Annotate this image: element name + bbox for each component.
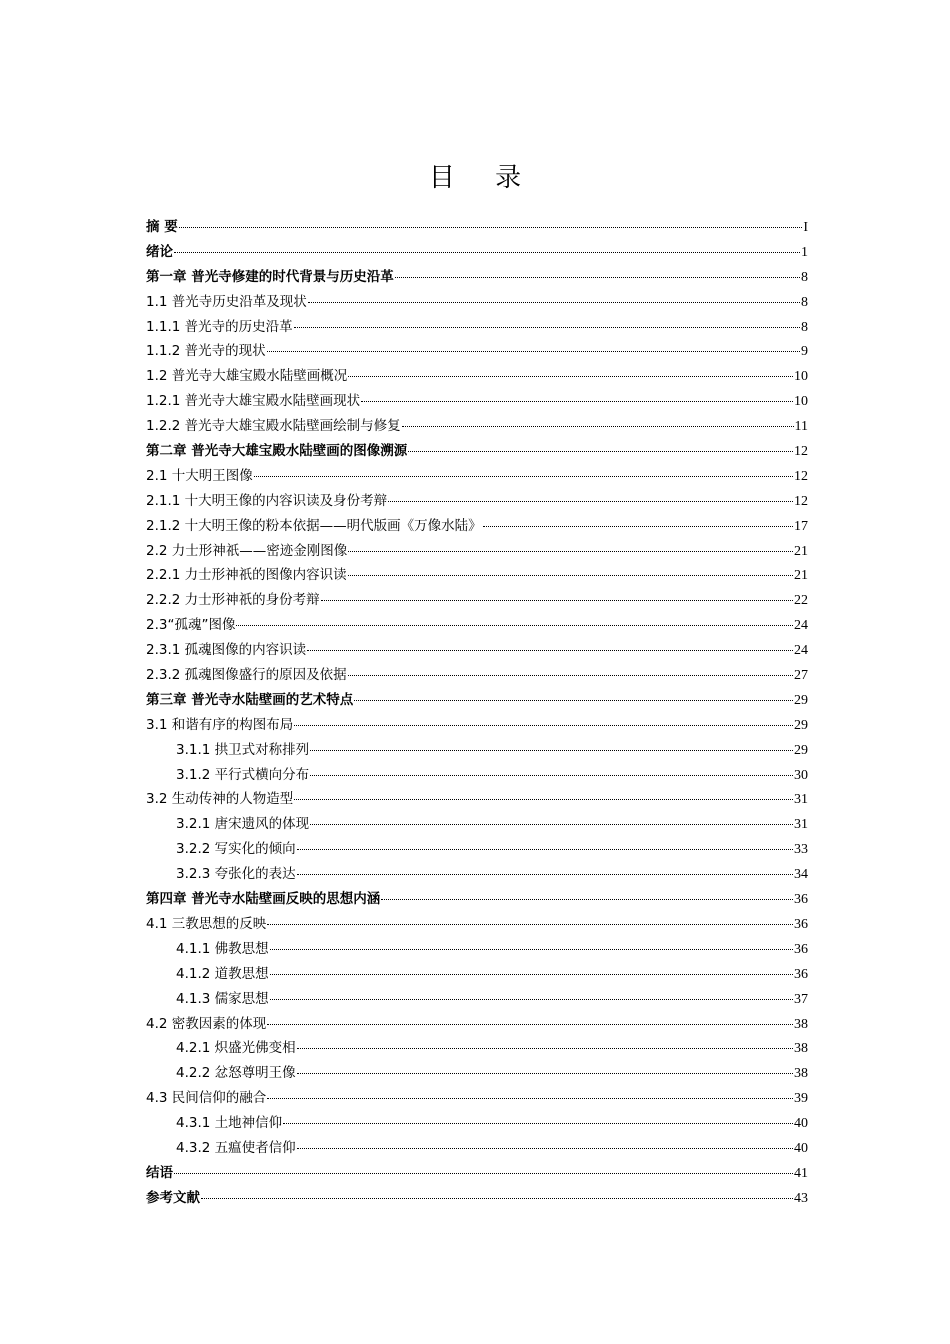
toc-entry[interactable] bbox=[146, 389, 808, 414]
dot-leader bbox=[348, 550, 793, 552]
toc-entry-label: 第一章 普光寺修建的时代背景与历史沿革 bbox=[146, 268, 394, 285]
toc-entry-label: 2.1.2 十大明王像的粉本依据——明代版画《万像水陆》 bbox=[146, 517, 482, 534]
toc-entry[interactable] bbox=[146, 240, 808, 265]
toc-entry-page-number: 29 bbox=[794, 742, 808, 758]
dot-leader bbox=[270, 973, 793, 975]
toc-entry-label: 第三章 普光寺水陆壁画的艺术特点 bbox=[146, 691, 354, 708]
toc-entry-page-number: 8 bbox=[801, 269, 808, 285]
toc-entry-label: 1.1.2 普光寺的现状 bbox=[146, 343, 266, 360]
toc-entry-page-number: 8 bbox=[801, 319, 808, 335]
toc-entry-label: 3.2 生动传神的人物造型 bbox=[146, 791, 294, 808]
toc-entry[interactable] bbox=[146, 962, 808, 987]
dot-leader bbox=[254, 475, 793, 477]
toc-entry-label: 第二章 普光寺大雄宝殿水陆壁画的图像溯源 bbox=[146, 443, 408, 460]
toc-entry-page-number: 10 bbox=[794, 369, 808, 385]
toc-entry[interactable] bbox=[146, 315, 808, 340]
toc-entry-label: 1.1 普光寺历史沿革及现状 bbox=[146, 293, 307, 310]
toc-entry[interactable] bbox=[146, 1061, 808, 1086]
dot-leader bbox=[201, 1197, 793, 1199]
toc-entry-page-number: 38 bbox=[794, 1041, 808, 1057]
toc-entry-page-number: 22 bbox=[794, 593, 808, 609]
toc-entry[interactable] bbox=[146, 489, 808, 514]
toc-entry[interactable] bbox=[146, 1012, 808, 1037]
toc-entry-label: 2.2 力士形神祇——密迹金刚图像 bbox=[146, 542, 348, 559]
toc-entry-label: 1.2.2 普光寺大雄宝殿水陆壁画绘制与修复 bbox=[146, 418, 401, 435]
toc-entry[interactable] bbox=[146, 763, 808, 788]
toc-entry-label: 3.1.2 平行式横向分布 bbox=[176, 766, 310, 783]
toc-entry-label: 3.2.3 夸张化的表达 bbox=[176, 866, 296, 883]
toc-title: 目 录 bbox=[428, 163, 538, 193]
toc-entry-label: 4.3.2 五瘟使者信仰 bbox=[176, 1139, 296, 1156]
toc-entry-page-number: 33 bbox=[794, 842, 808, 858]
dot-leader bbox=[267, 350, 800, 352]
toc-entry-label: 参考文献 bbox=[146, 1189, 200, 1206]
toc-entry-label: 4.2.1 炽盛光佛变相 bbox=[176, 1040, 296, 1057]
toc-entry-label: 4.1.2 道教思想 bbox=[176, 965, 269, 982]
toc-entry-label: 结语 bbox=[146, 1164, 173, 1181]
toc-entry[interactable] bbox=[146, 364, 808, 389]
toc-entry[interactable] bbox=[146, 787, 808, 812]
toc-entry-label: 1.1.1 普光寺的历史沿革 bbox=[146, 318, 293, 335]
dot-leader bbox=[310, 774, 793, 776]
toc-entry[interactable] bbox=[146, 1086, 808, 1111]
toc-entry-label: 3.2.1 唐宋遗风的体现 bbox=[176, 816, 310, 833]
toc-entry[interactable] bbox=[146, 738, 808, 763]
toc-entry[interactable] bbox=[146, 1111, 808, 1136]
toc-entry[interactable] bbox=[146, 613, 808, 638]
toc-entry-page-number: 36 bbox=[794, 892, 808, 908]
dot-leader bbox=[283, 1122, 793, 1124]
toc-entry-page-number: 11 bbox=[794, 419, 808, 435]
toc-entry-page-number: 24 bbox=[794, 643, 808, 659]
toc-entry[interactable] bbox=[146, 688, 808, 713]
dot-leader bbox=[174, 1172, 793, 1174]
toc-entry[interactable] bbox=[146, 862, 808, 887]
toc-entry-label: 3.2.2 写实化的倾向 bbox=[176, 841, 296, 858]
dot-leader bbox=[179, 226, 803, 228]
dot-leader bbox=[408, 450, 793, 452]
toc-entry-page-number: 40 bbox=[794, 1140, 808, 1156]
dot-leader bbox=[297, 1072, 793, 1074]
toc-entry-page-number: 27 bbox=[794, 668, 808, 684]
toc-entry-label: 4.1 三教思想的反映 bbox=[146, 915, 267, 932]
dot-leader bbox=[267, 1023, 793, 1025]
toc-entry[interactable] bbox=[146, 464, 808, 489]
toc-entry-page-number: 29 bbox=[794, 717, 808, 733]
toc-entry-page-number: 36 bbox=[794, 966, 808, 982]
dot-leader bbox=[310, 749, 793, 751]
dot-leader bbox=[321, 599, 793, 601]
toc-entry-label: 摘 要 bbox=[146, 219, 178, 235]
toc-entry-page-number: 40 bbox=[794, 1116, 808, 1132]
dot-leader bbox=[348, 574, 793, 576]
dot-leader bbox=[267, 1097, 793, 1099]
dot-leader bbox=[270, 998, 793, 1000]
toc-entry-page-number: 24 bbox=[794, 618, 808, 634]
toc-entry-label: 3.1 和谐有序的构图布局 bbox=[146, 716, 294, 733]
toc-entry-page-number: 30 bbox=[794, 767, 808, 783]
toc-entry-label: 4.3.1 土地神信仰 bbox=[176, 1115, 283, 1132]
toc-entry-label: 4.2 密教因素的体现 bbox=[146, 1015, 267, 1032]
toc-entry[interactable] bbox=[146, 588, 808, 613]
dot-leader bbox=[354, 699, 793, 701]
toc-entry-page-number: 9 bbox=[801, 344, 808, 360]
dot-leader bbox=[483, 525, 793, 527]
table-of-contents bbox=[146, 215, 808, 1211]
toc-entry-label: 4.1.3 儒家思想 bbox=[176, 990, 269, 1007]
toc-entry-page-number: 21 bbox=[794, 568, 808, 584]
dot-leader bbox=[174, 251, 800, 253]
dot-leader bbox=[297, 873, 793, 875]
toc-entry-page-number: 1 bbox=[801, 244, 808, 260]
dot-leader bbox=[395, 276, 800, 278]
dot-leader bbox=[236, 624, 793, 626]
dot-leader bbox=[297, 848, 793, 850]
toc-entry[interactable] bbox=[146, 1036, 808, 1061]
toc-entry-page-number: 12 bbox=[794, 468, 808, 484]
dot-leader bbox=[294, 724, 793, 726]
toc-entry-page-number: 41 bbox=[794, 1165, 808, 1181]
toc-entry-label: 2.3“孤魂”图像 bbox=[146, 617, 236, 634]
toc-entry[interactable] bbox=[146, 439, 808, 464]
toc-entry[interactable] bbox=[146, 563, 808, 588]
dot-leader bbox=[297, 1147, 793, 1149]
dot-leader bbox=[297, 1047, 793, 1049]
toc-entry[interactable] bbox=[146, 1186, 808, 1211]
toc-entry-label: 4.2.2 忿怒尊明王像 bbox=[176, 1065, 296, 1082]
toc-entry-page-number: 34 bbox=[794, 867, 808, 883]
toc-entry[interactable] bbox=[146, 837, 808, 862]
dot-leader bbox=[310, 823, 793, 825]
toc-entry-page-number: 31 bbox=[794, 792, 808, 808]
dot-leader bbox=[402, 425, 794, 427]
toc-entry[interactable] bbox=[146, 1136, 808, 1161]
dot-leader bbox=[294, 326, 800, 328]
toc-entry-label: 2.1.1 十大明王像的内容识读及身份考辩 bbox=[146, 492, 388, 509]
toc-entry-page-number: 8 bbox=[801, 294, 808, 310]
toc-entry-label: 1.2.1 普光寺大雄宝殿水陆壁画现状 bbox=[146, 393, 361, 410]
toc-entry-label: 2.1 十大明王图像 bbox=[146, 467, 253, 484]
toc-entry-label: 绪论 bbox=[146, 243, 173, 260]
toc-entry-page-number: 29 bbox=[794, 692, 808, 708]
toc-entry[interactable] bbox=[146, 339, 808, 364]
toc-entry-page-number: I bbox=[803, 220, 808, 235]
dot-leader bbox=[361, 400, 793, 402]
toc-entry[interactable] bbox=[146, 265, 808, 290]
toc-entry-page-number: 36 bbox=[794, 916, 808, 932]
toc-entry-label: 2.3.1 孤魂图像的内容识读 bbox=[146, 642, 307, 659]
dot-leader bbox=[308, 301, 800, 303]
toc-entry[interactable] bbox=[146, 887, 808, 912]
dot-leader bbox=[381, 898, 793, 900]
toc-entry-page-number: 10 bbox=[794, 394, 808, 410]
toc-entry[interactable] bbox=[146, 539, 808, 564]
toc-entry-page-number: 31 bbox=[794, 817, 808, 833]
toc-entry-label: 2.2.2 力士形神祇的身份考辩 bbox=[146, 592, 320, 609]
dot-leader bbox=[307, 649, 793, 651]
toc-entry[interactable] bbox=[146, 514, 808, 539]
dot-leader bbox=[388, 500, 793, 502]
toc-entry[interactable] bbox=[146, 638, 808, 663]
dot-leader bbox=[348, 375, 793, 377]
toc-entry-page-number: 21 bbox=[794, 543, 808, 559]
toc-entry[interactable] bbox=[146, 215, 808, 240]
toc-entry-page-number: 12 bbox=[794, 493, 808, 509]
toc-entry[interactable] bbox=[146, 937, 808, 962]
toc-entry-page-number: 43 bbox=[794, 1190, 808, 1206]
toc-entry[interactable] bbox=[146, 414, 808, 439]
toc-entry[interactable] bbox=[146, 713, 808, 738]
toc-entry-page-number: 39 bbox=[794, 1091, 808, 1107]
toc-entry-label: 2.3.2 孤魂图像盛行的原因及依据 bbox=[146, 667, 347, 684]
toc-entry[interactable] bbox=[146, 663, 808, 688]
toc-entry-page-number: 37 bbox=[794, 991, 808, 1007]
toc-entry[interactable] bbox=[146, 1161, 808, 1186]
toc-entry-page-number: 36 bbox=[794, 941, 808, 957]
toc-entry[interactable] bbox=[146, 290, 808, 315]
dot-leader bbox=[294, 798, 793, 800]
toc-entry[interactable] bbox=[146, 912, 808, 937]
toc-entry-page-number: 12 bbox=[794, 444, 808, 460]
toc-entry-page-number: 17 bbox=[794, 518, 808, 534]
toc-entry[interactable] bbox=[146, 987, 808, 1012]
toc-entry-label: 1.2 普光寺大雄宝殿水陆壁画概况 bbox=[146, 368, 348, 385]
dot-leader bbox=[270, 948, 793, 950]
toc-entry-label: 2.2.1 力士形神祇的图像内容识读 bbox=[146, 567, 347, 584]
toc-entry-label: 第四章 普光寺水陆壁画反映的思想内涵 bbox=[146, 891, 381, 908]
toc-entry-page-number: 38 bbox=[794, 1016, 808, 1032]
toc-entry[interactable] bbox=[146, 812, 808, 837]
toc-entry-label: 4.3 民间信仰的融合 bbox=[146, 1090, 267, 1107]
dot-leader bbox=[348, 674, 793, 676]
dot-leader bbox=[267, 923, 793, 925]
toc-entry-label: 4.1.1 佛教思想 bbox=[176, 940, 269, 957]
toc-entry-page-number: 38 bbox=[794, 1066, 808, 1082]
toc-entry-label: 3.1.1 拱卫式对称排列 bbox=[176, 741, 310, 758]
